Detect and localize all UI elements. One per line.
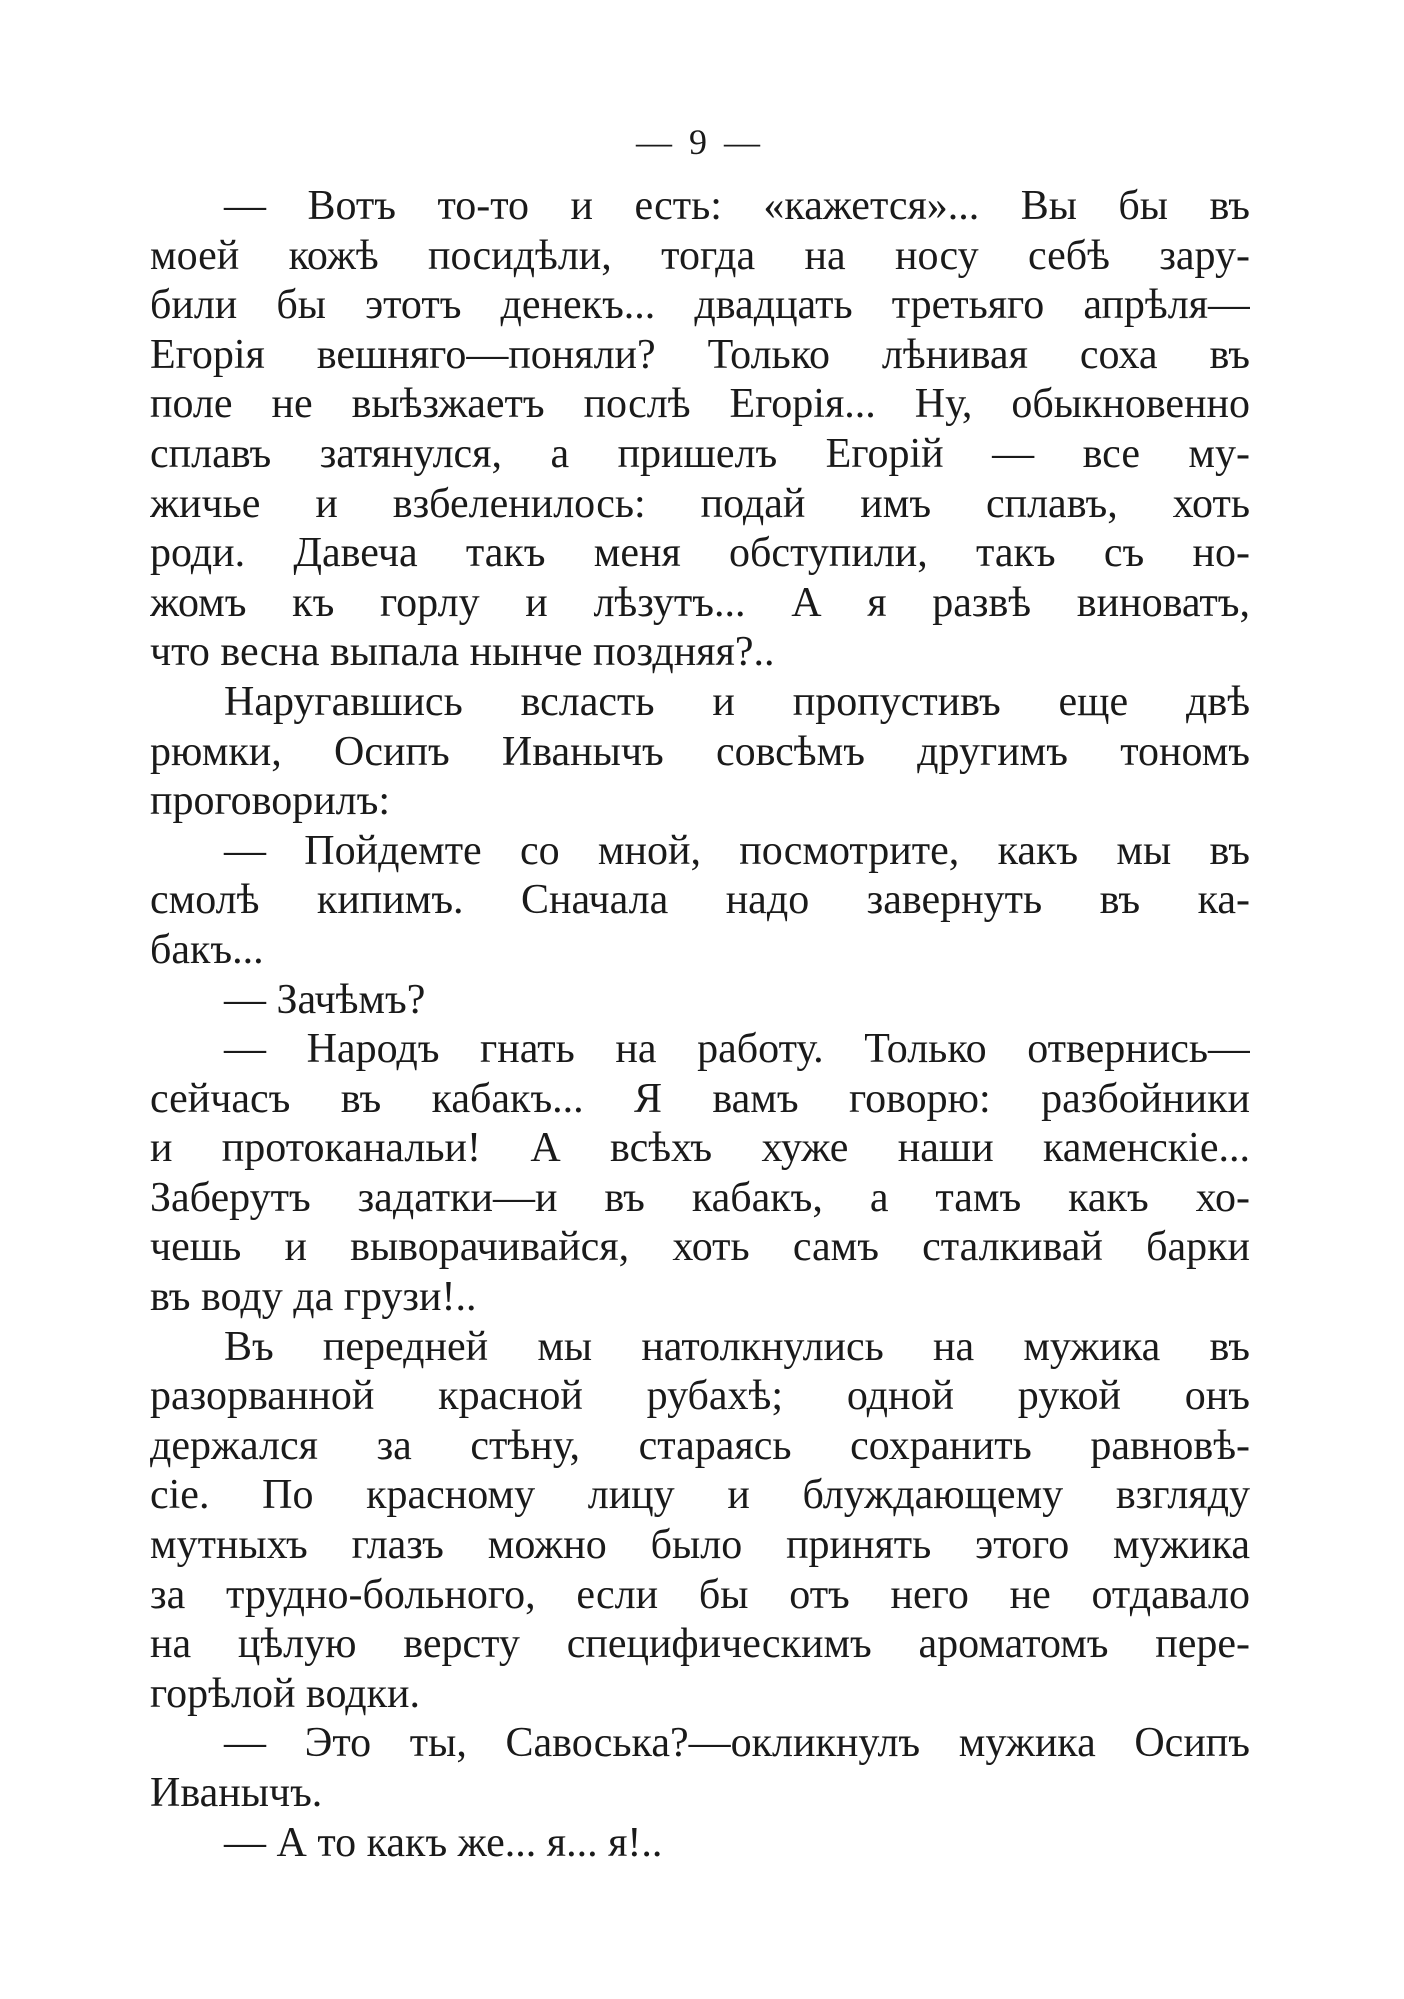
book-page [150,118,1250,1938]
text-line: въ воду да грузи!.. [150,1274,477,1321]
text-line: Заберутъ задатки—и въ кабакъ, а тамъ какъ хо- [150,1174,1250,1221]
text-line: моей кожѣ посидѣли, тогда на носу себѣ зару- [150,232,1250,279]
text-line: — Это ты, Савоська?—окликнулъ мужика Осипъ [224,1720,1250,1767]
page-number: — 9 — [636,122,764,162]
text-line: чешь и выворачивайся, хоть самъ сталкивай барки [150,1224,1250,1271]
text-line: бакъ... [150,926,264,973]
text-line: жомъ къ горлу и лѣзутъ... А я развѣ виноватъ, [150,579,1250,626]
text-line: за трудно-больного, если бы отъ него не отдавало [150,1571,1250,1618]
text-line: смолѣ кипимъ. Сначала надо завернуть въ ка- [150,877,1250,924]
text-line: мутныхъ глазъ можно было принять этого мужика [150,1522,1250,1569]
text-line: держался за стѣну, стараясь сохранить равновѣ- [150,1422,1250,1469]
text-line: били бы этотъ денекъ... двадцать третьяго апрѣля— [150,282,1250,329]
text-line: роди. Давеча такъ меня обступили, такъ съ но- [150,530,1250,577]
text-line: разорванной красной рубахѣ; одной рукой онъ [150,1373,1250,1420]
text-line: Въ передней мы натолкнулись на мужика въ [224,1323,1250,1370]
text-line: — А то какъ же... я... я!.. [224,1819,663,1866]
text-body [150,182,1250,1868]
text-line: поле не выѣзжаетъ послѣ Егорія... Ну, обыкновенно [150,381,1250,428]
text-line: и протоканальи! А всѣхъ хуже наши каменскіе... [150,1125,1250,1172]
text-line: — Зачѣмъ? [224,976,426,1023]
text-line: — Пойдемте со мной, посмотрите, какъ мы въ [224,827,1250,874]
text-line: Наругавшись всласть и пропустивъ еще двѣ [224,678,1250,725]
text-line: Иванычъ. [150,1770,323,1816]
text-line: рюмки, Осипъ Иванычъ совсѣмъ другимъ тономъ [150,728,1250,775]
text-line: сіе. По красному лицу и блуждающему взгляду [150,1472,1250,1519]
text-line: сейчасъ въ кабакъ... Я вамъ говорю: разбойники [150,1075,1250,1122]
text-line: что весна выпала нынче поздняя?.. [150,629,775,676]
text-line: проговорилъ: [150,778,391,825]
text-line: горѣлой водки. [150,1670,421,1717]
text-line: на цѣлую версту специфическимъ ароматомъ пере- [150,1621,1250,1668]
text-line: сплавъ затянулся, а пришелъ Егорій — все му- [150,430,1250,477]
text-line: — Народъ гнать на работу. Только отвернись— [224,1026,1250,1073]
text-line: — Вотъ то-то и есть: «кажется»... Вы бы въ [224,183,1250,229]
text-line: жичье и взбеленилось: подай имъ сплавъ, хоть [150,480,1250,527]
text-line: Егорія вешняго—поняли? Только лѣнивая соха въ [150,331,1250,378]
